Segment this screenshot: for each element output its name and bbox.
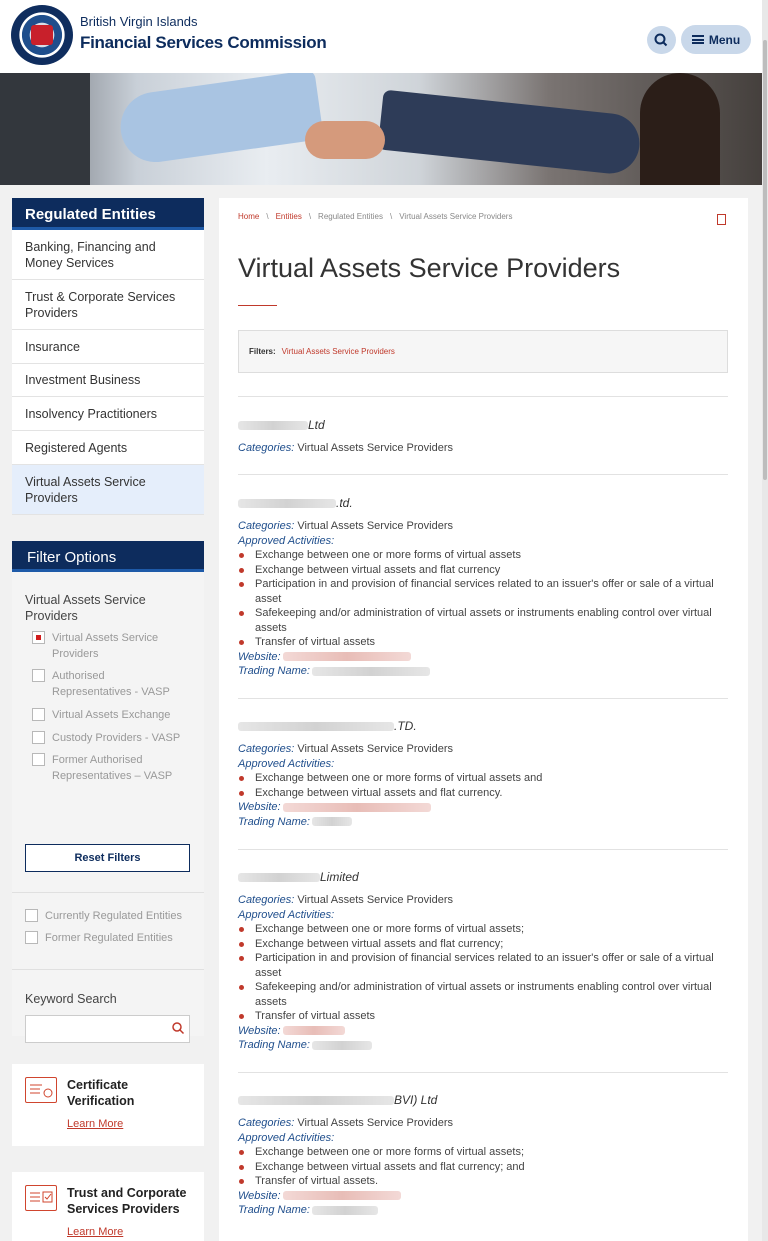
breadcrumb-separator: \ xyxy=(308,212,312,221)
hero-image xyxy=(0,73,762,185)
filter-option-exchange[interactable] xyxy=(32,707,192,723)
checkbox-checked[interactable] xyxy=(32,631,45,644)
approved-activities-label: Approved Activities: xyxy=(238,534,335,547)
filter-option-authorised-reps[interactable] xyxy=(32,668,182,700)
hero-sleeve-left xyxy=(116,73,324,167)
sidebar-item-insolvency[interactable]: Insolvency Practitioners xyxy=(12,397,204,431)
active-filters-box xyxy=(238,330,728,373)
divider xyxy=(238,396,728,397)
entity-categories xyxy=(238,893,728,908)
divider xyxy=(238,474,728,475)
entity-item xyxy=(238,868,728,1053)
filter-option-label: Virtual Assets Exchange xyxy=(52,709,171,721)
activities-list xyxy=(238,548,728,650)
breadcrumb-current: Virtual Assets Service Providers xyxy=(399,212,513,221)
divider xyxy=(238,849,728,850)
entity-categories xyxy=(238,742,728,757)
sidebar-title: Regulated Entities xyxy=(12,198,204,230)
filter-option-vasp[interactable] xyxy=(32,630,182,662)
entity-name[interactable] xyxy=(238,868,728,886)
breadcrumb-separator: \ xyxy=(389,212,393,221)
logo-emblem xyxy=(31,25,53,45)
categories-label: Categories: xyxy=(238,894,295,906)
filter-option-label: Former Authorised Representatives – VASP xyxy=(52,754,173,782)
categories-value: Virtual Assets Service Providers xyxy=(297,1117,454,1129)
status-option-label: Currently Regulated Entities xyxy=(45,910,182,922)
categories-label: Categories: xyxy=(238,743,295,755)
search-button[interactable] xyxy=(647,26,676,54)
approved-activities-label: Approved Activities: xyxy=(238,1131,335,1144)
checkbox[interactable] xyxy=(32,708,45,721)
title-underline xyxy=(238,305,277,306)
categories-label: Categories: xyxy=(238,520,295,532)
website-label: Website: xyxy=(238,1024,281,1037)
activity-item: Exchange between virtual assets and flat currency. xyxy=(238,786,728,801)
redacted-name xyxy=(238,1096,394,1105)
breadcrumb-entities[interactable]: Entities xyxy=(275,212,302,221)
categories-value: Virtual Assets Service Providers xyxy=(297,520,454,532)
sidebar-item-trust-corporate[interactable]: Trust & Corporate Services Providers xyxy=(12,280,204,330)
divider xyxy=(238,698,728,699)
filter-option-label: Custody Providers - VASP xyxy=(52,732,181,744)
keyword-search-label: Keyword Search xyxy=(25,992,117,1006)
checkbox[interactable] xyxy=(25,931,38,944)
document-check-lines xyxy=(26,1186,55,1209)
breadcrumb-regulated: Regulated Entities xyxy=(318,212,383,221)
document-check-icon xyxy=(25,1185,57,1211)
entity-trading-name xyxy=(238,1038,728,1053)
search-icon xyxy=(647,26,676,54)
activity-item: Transfer of virtual assets. xyxy=(238,1174,728,1189)
sidebar-item-banking[interactable]: Banking, Financing and Money Services xyxy=(12,230,204,280)
menu-button[interactable] xyxy=(681,25,751,54)
filter-body xyxy=(12,572,204,1036)
certificate-verification-card xyxy=(12,1064,204,1146)
entity-name[interactable] xyxy=(238,1091,728,1109)
sidebar-list xyxy=(12,230,204,515)
activity-item: Exchange between one or more forms of virtual assets and xyxy=(238,771,728,786)
categories-label: Categories: xyxy=(238,442,295,454)
filter-former-regulated[interactable] xyxy=(25,930,200,946)
redacted-trading-name xyxy=(312,1206,378,1215)
activities-list xyxy=(238,771,728,800)
redacted-trading-name xyxy=(312,667,430,676)
trading-name-label: Trading Name: xyxy=(238,1204,310,1216)
activity-item: Exchange between one or more forms of virtual assets; xyxy=(238,922,728,937)
certificate-lines xyxy=(26,1078,55,1101)
sidebar-item-insurance[interactable]: Insurance xyxy=(12,330,204,364)
activity-item: Exchange between virtual assets and flat currency; xyxy=(238,937,728,952)
redacted-name xyxy=(238,421,308,430)
sidebar-item-vasp[interactable]: Virtual Assets Service Providers xyxy=(12,465,204,515)
hero-sleeve-right xyxy=(378,90,643,177)
entity-item xyxy=(238,1091,728,1218)
activity-item: Transfer of virtual assets xyxy=(238,1009,728,1024)
divider xyxy=(12,969,204,970)
checkbox[interactable] xyxy=(32,669,45,682)
redacted-website-link[interactable] xyxy=(283,1026,345,1035)
checkbox[interactable] xyxy=(25,909,38,922)
regulated-entities-nav xyxy=(12,198,204,515)
print-icon[interactable] xyxy=(717,214,726,225)
entity-name-suffix: .td. xyxy=(336,495,353,510)
activity-item: Transfer of virtual assets xyxy=(238,635,728,650)
filter-currently-regulated[interactable] xyxy=(25,908,200,924)
sidebar-item-registered-agents[interactable]: Registered Agents xyxy=(12,431,204,465)
entity-item xyxy=(238,717,728,829)
entity-website xyxy=(238,1024,728,1039)
entity-item xyxy=(238,416,728,456)
activity-item: Participation in and provision of financial services related to an issuer's offer or sale of a virtual asset xyxy=(238,951,728,980)
sidebar-item-investment[interactable]: Investment Business xyxy=(12,364,204,397)
learn-more-link[interactable]: Learn More xyxy=(67,1226,124,1238)
entity-categories xyxy=(238,1116,728,1131)
hamburger-icon xyxy=(692,35,704,44)
activities-list xyxy=(238,922,728,1024)
entity-name[interactable] xyxy=(238,717,728,735)
entity-name-suffix: Limited xyxy=(320,869,359,884)
categories-value: Virtual Assets Service Providers xyxy=(297,894,454,906)
activity-item: Participation in and provision of financial services related to an issuer's offer or sale of a virtual asset xyxy=(238,577,728,606)
divider xyxy=(12,892,204,893)
trading-name-label: Trading Name: xyxy=(238,1039,310,1051)
search-icon[interactable] xyxy=(171,1021,185,1035)
filters-label: Filters: xyxy=(249,347,276,356)
entity-website xyxy=(238,800,728,815)
website-label: Website: xyxy=(238,1189,281,1202)
breadcrumb xyxy=(238,212,512,221)
activity-item: Safekeeping and/or administration of virtual assets or instruments enabling control over virtual assets xyxy=(238,980,728,1009)
entity-trading-name xyxy=(238,664,728,679)
entity-trading-name xyxy=(238,815,728,830)
entity-categories xyxy=(238,519,728,534)
redacted-website-link[interactable] xyxy=(283,803,431,812)
fsc-logo[interactable] xyxy=(11,5,73,65)
activity-item: Exchange between one or more forms of virtual assets; xyxy=(238,1145,728,1160)
filter-options-title: Filter Options xyxy=(12,541,204,572)
website-label: Website: xyxy=(238,801,281,813)
redacted-website-link[interactable] xyxy=(283,652,411,661)
hero-suit-shape xyxy=(0,73,90,185)
entity-name-suffix: BVI) Ltd xyxy=(394,1092,438,1107)
org-name-line1: British Virgin Islands xyxy=(80,14,198,29)
breadcrumb-home[interactable]: Home xyxy=(238,212,260,221)
divider xyxy=(238,1072,728,1073)
trading-name-label: Trading Name: xyxy=(238,665,310,677)
filter-option-former-reps[interactable] xyxy=(32,752,182,784)
scrollbar-thumb[interactable] xyxy=(763,40,767,480)
redacted-name xyxy=(238,722,394,731)
keyword-search-input[interactable] xyxy=(25,1015,190,1043)
entity-item xyxy=(238,494,728,679)
page-title: Virtual Assets Service Providers xyxy=(238,253,621,283)
filter-option-custody[interactable] xyxy=(32,730,197,746)
entity-name-suffix: .TD. xyxy=(394,718,417,733)
entity-trading-name xyxy=(238,1203,728,1218)
entity-categories xyxy=(238,441,728,456)
status-option-label: Former Regulated Entities xyxy=(45,932,173,944)
categories-value: Virtual Assets Service Providers xyxy=(297,743,454,755)
activity-item: Exchange between virtual assets and flat currency xyxy=(238,563,728,578)
checkbox[interactable] xyxy=(32,731,45,744)
entity-website xyxy=(238,1189,728,1204)
reset-filters-button[interactable]: Reset Filters xyxy=(25,844,190,872)
categories-label: Categories: xyxy=(238,1117,295,1129)
redacted-name xyxy=(238,873,320,882)
approved-activities-label: Approved Activities: xyxy=(238,757,335,770)
menu-label: Menu xyxy=(708,32,741,47)
redacted-website-link[interactable] xyxy=(283,1191,401,1200)
learn-more-link[interactable]: Learn More xyxy=(67,1118,124,1130)
filter-option-label: Authorised Representatives - VASP xyxy=(52,670,170,698)
redacted-name xyxy=(238,499,336,508)
entity-website xyxy=(238,650,728,665)
activities-list xyxy=(238,1145,728,1189)
entity-name[interactable] xyxy=(238,494,728,512)
breadcrumb-separator: \ xyxy=(266,212,269,221)
entity-name[interactable] xyxy=(238,416,728,434)
website-label: Website: xyxy=(238,650,281,663)
site-header xyxy=(0,0,762,73)
checkbox[interactable] xyxy=(32,753,45,766)
filter-group-label: Virtual Assets Service Providers xyxy=(25,593,146,623)
hero-handshake xyxy=(305,121,385,159)
categories-value: Virtual Assets Service Providers xyxy=(297,442,454,454)
hero-person xyxy=(640,73,720,185)
trust-corporate-card xyxy=(12,1172,204,1241)
org-name-line2: Financial Services Commission xyxy=(80,33,327,52)
card-title: Trust and Corporate Services Providers xyxy=(67,1186,187,1216)
approved-activities-label: Approved Activities: xyxy=(238,908,335,921)
card-title: Certificate Verification xyxy=(67,1078,135,1108)
filter-option-label: Virtual Assets Service Providers xyxy=(52,632,159,660)
entity-name-suffix: Ltd xyxy=(308,417,325,432)
trading-name-label: Trading Name: xyxy=(238,815,310,828)
activity-item: Exchange between virtual assets and flat currency; and xyxy=(238,1160,728,1175)
activity-item: Safekeeping and/or administration of virtual assets or instruments enabling control over virtual assets xyxy=(238,606,728,635)
active-filter-tag[interactable]: Virtual Assets Service Providers xyxy=(281,347,395,356)
main-content xyxy=(219,198,748,1241)
redacted-trading-name xyxy=(312,817,352,826)
certificate-icon xyxy=(25,1077,57,1103)
filter-options-panel xyxy=(12,541,204,1036)
redacted-trading-name xyxy=(312,1041,372,1050)
activity-item: Exchange between one or more forms of virtual assets xyxy=(238,548,728,563)
